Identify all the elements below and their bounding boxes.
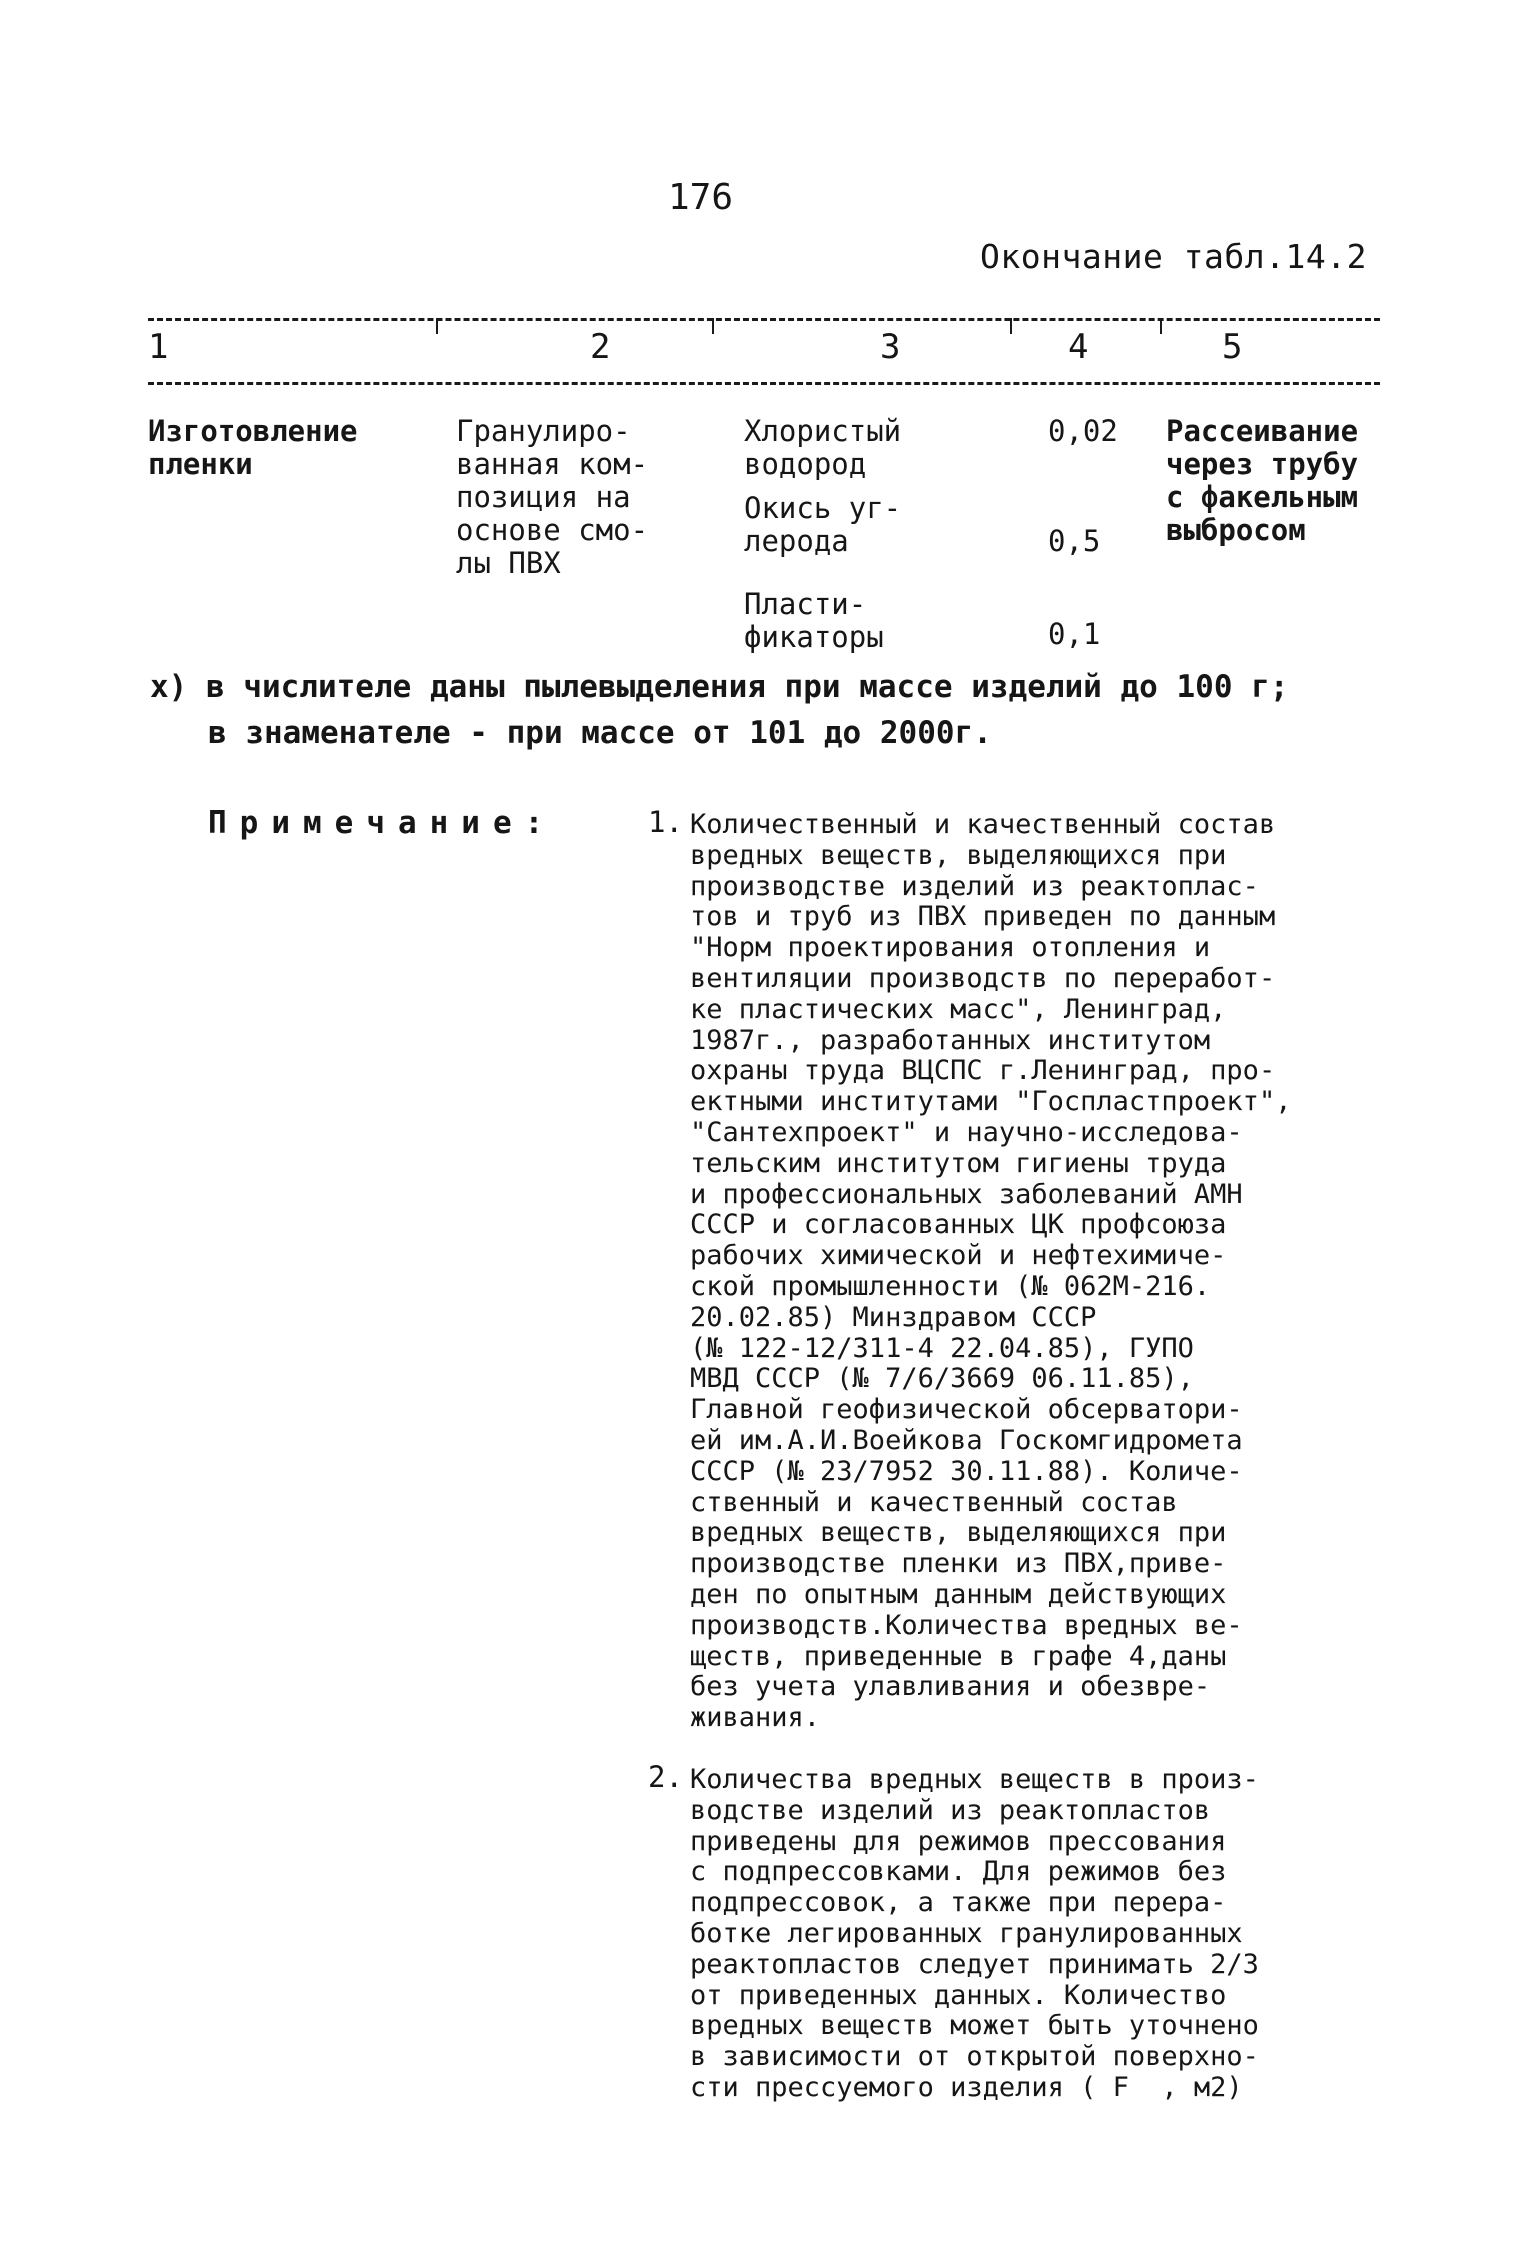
cell-amount: 0,02 [1048, 414, 1118, 448]
cell-substance: Пласти- фикаторы [744, 587, 884, 654]
cell-amount: 0,1 [1048, 617, 1101, 651]
note-label: Примечание: [208, 805, 557, 841]
column-number-1: 1 [148, 327, 169, 367]
cell-material: Гранулиро- ванная ком- позиция на основе смо- лы ПВХ [456, 414, 649, 580]
column-number-5: 5 [1222, 327, 1243, 367]
footnote-line-2: в знаменателе - при массе от 101 до 2000г. [208, 715, 992, 751]
column-number-4: 4 [1068, 327, 1089, 367]
column-separator [1010, 318, 1012, 334]
table-top-rule [148, 318, 1380, 321]
column-number-3: 3 [880, 327, 901, 367]
footnote-line-1: х) в числителе даны пылевыделения при массе изделий до 100 г; [150, 669, 1289, 705]
note-item-text: Количественный и качественный состав вредных веществ, выделяющихся при производстве изделий из реактоплас- тов и труб из ПВХ приведен по данным "Норм проектирования отопления и вентиляции производств по переработ- ке пластических масс", Ленинград, 1987г., разработанных институтом охраны труда ВЦСПС г.Ленинград, про- ектными институтами "Госпластпроект", "Сантехпроект" и научно-исследова- тельским институтом гигиены труда и профессиональных заболеваний АМН СССР и согласованных ЦК профсоюза рабочих химической и нефтехимиче- ской промышленности (№ 062М-216. 20.02.85) Минздравом СССР (№ 122-12/311-4 22.04.85), ГУПО МВД СССР (№ 7/6/3669 06.11.85), Главной геофизической обсерватори- ей им.А.И.Воейкова Госкомгидромета СССР (№ 23/7952 30.11.88). Количе- ственный и качественный состав вредных веществ, выделяющихся при производстве пленки из ПВХ,приве- ден по опытным данным действующих производств.Количества вредных ве- ществ, приведенные в графе 4,даны без учета улавливания и обезвре- живания. [690, 809, 1292, 1734]
cell-substance: Хлористый водород [744, 414, 902, 481]
note-item-text: Количества вредных веществ в произ- водстве изделий из реактопластов приведены для режимов прессования с подпрессовками. Для режимов без подпрессовок, а также при перера- ботке легированных гранулированных реактопластов следует принимать 2/3 от приведенных данных. Количество вредных веществ может быть уточнено в зависимости от открытой поверхно- сти прессуемого изделия ( F , м2) [690, 1764, 1259, 2103]
note-item-number: 1. [648, 805, 683, 839]
table-caption: Окончание табл.14.2 [980, 237, 1367, 276]
column-separator [1160, 318, 1162, 334]
note-item-number: 2. [648, 1760, 683, 1794]
column-separator [436, 318, 438, 334]
cell-amount: 0,5 [1048, 524, 1101, 558]
column-separator [712, 318, 714, 334]
column-number-2: 2 [590, 327, 611, 367]
table-header-rule [148, 382, 1380, 385]
cell-process: Изготовление пленки [148, 414, 358, 481]
cell-emission: Рассеивание через трубу с факельным выбросом [1166, 414, 1359, 547]
page-number: 176 [668, 177, 734, 218]
cell-substance: Окись уг- лерода [744, 491, 902, 558]
